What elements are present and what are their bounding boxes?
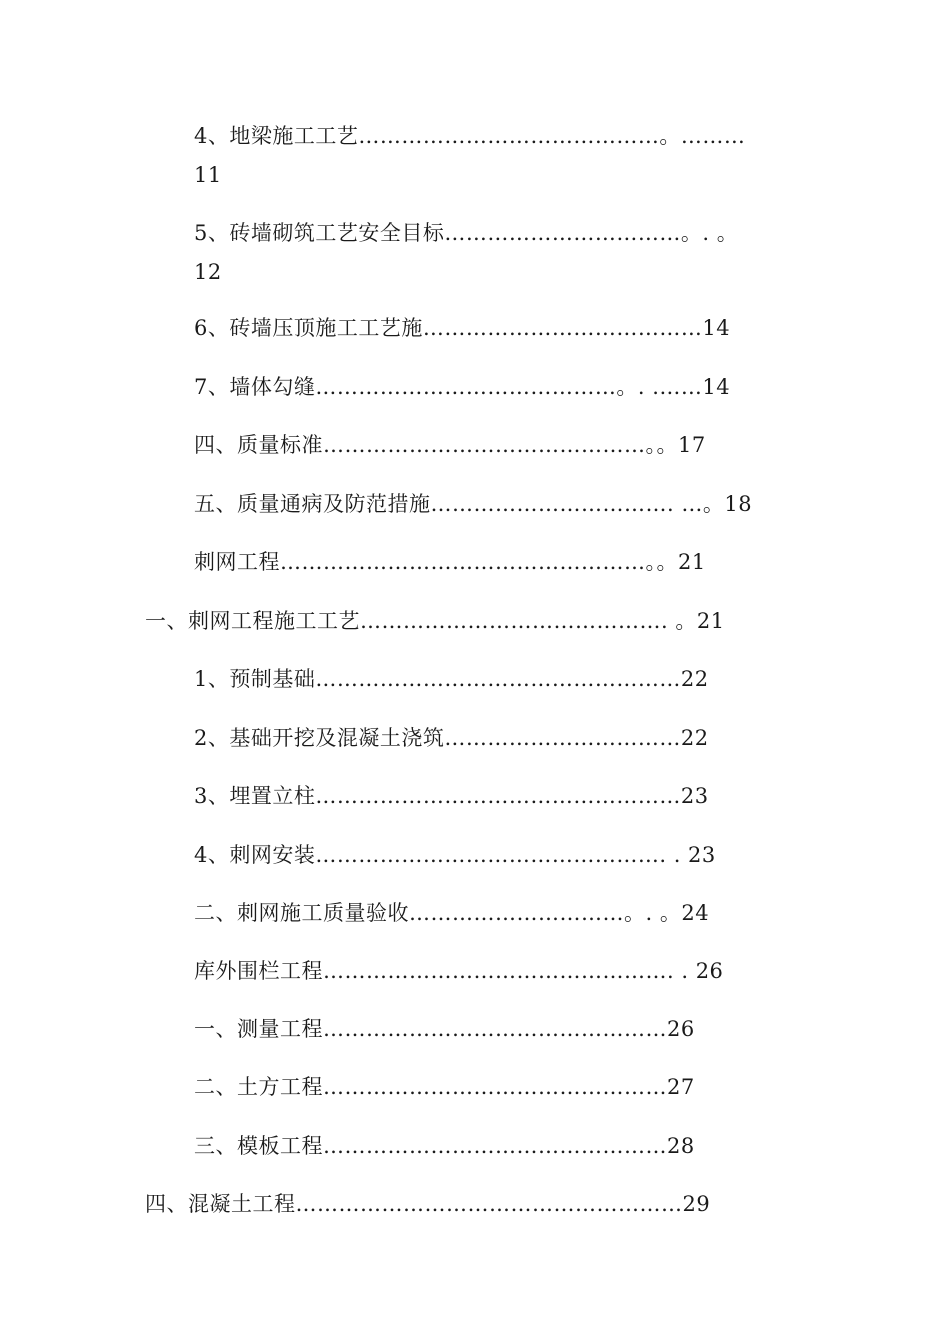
toc-entry-digraph-beam: 4、地梁施工工艺……………………………………。………: [194, 124, 746, 148]
toc-page-number: 11: [194, 163, 222, 187]
toc-entry-earthwork: 二、土方工程…………………………………………27: [194, 1075, 695, 1099]
toc-entry-quality-standard: 四、质量标准………………………………………。。17: [194, 433, 706, 457]
toc-entry-barbed-wire-acceptance: 二、刺网施工质量验收…………………………。. 。24: [194, 901, 710, 925]
toc-entry-brick-wall-masonry: 5、砖墙砌筑工艺安全目标……………………………。. 。: [194, 221, 739, 245]
toc-entry-barbed-wire-project: 刺网工程……………………………………………。。21: [194, 550, 706, 574]
toc-entry-wall-pointing: 7、墙体勾缝……………………………………。. .……14: [194, 375, 731, 399]
toc-entry-concrete-works: 四、混凝土工程………………………………………………29: [145, 1192, 711, 1216]
toc-entry-excavation-concrete: 2、基础开挖及混凝土浇筑……………………………22: [194, 726, 709, 750]
toc-entry-quality-defects: 五、质量通病及防范措施……………………………. …。18: [194, 492, 753, 516]
toc-entry-wall-coping: 6、砖墙压顶施工工艺施…………………………………14: [194, 316, 731, 340]
toc-entry-survey-works: 一、测量工程…………………………………………26: [194, 1017, 695, 1041]
toc-entry-embed-posts: 3、埋置立柱……………………………………………23: [194, 784, 709, 808]
toc-entry-barbed-wire-process: 一、刺网工程施工工艺……………………………………. 。21: [145, 609, 725, 633]
toc-entry-precast-foundation: 1、预制基础……………………………………………22: [194, 667, 709, 691]
toc-page-number: 12: [194, 260, 222, 284]
toc-entry-outer-fence-project: 库外围栏工程…………………………………………. . 26: [194, 959, 724, 983]
toc-entry-formwork: 三、模板工程…………………………………………28: [194, 1134, 695, 1158]
toc-entry-barbed-wire-install: 4、刺网安装…………………………………………. . 23: [194, 843, 716, 867]
